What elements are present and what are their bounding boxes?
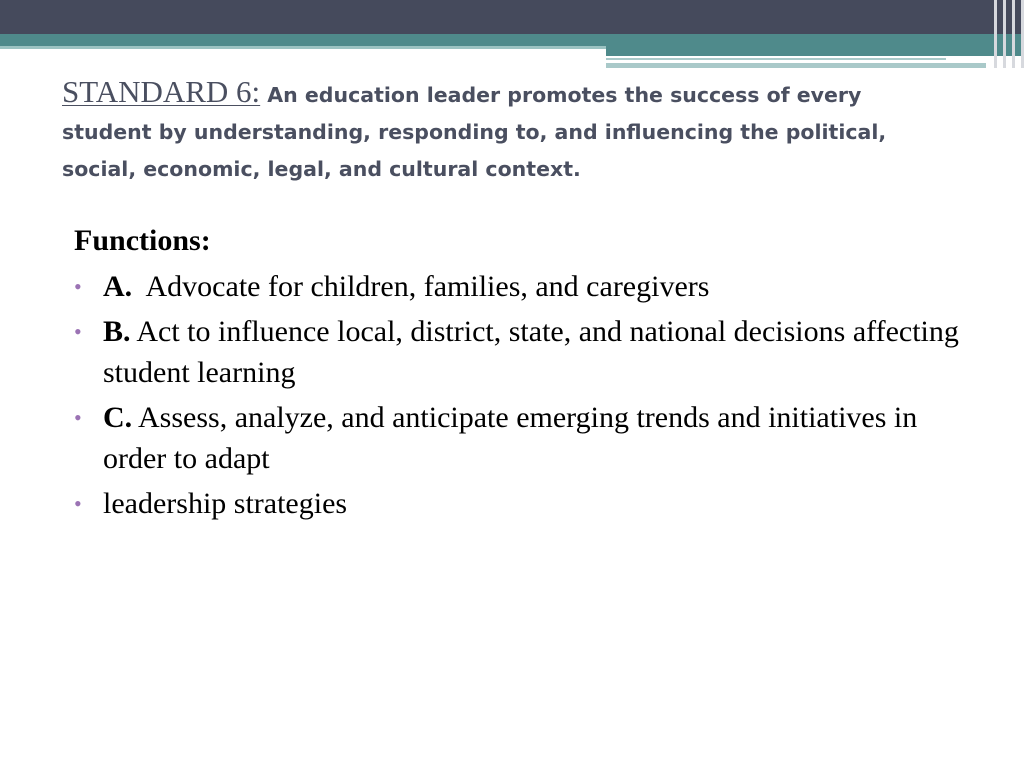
header-band-right-block	[606, 46, 1024, 56]
list-item	[74, 483, 974, 524]
item-text: leadership strategies	[103, 487, 348, 520]
item-text: Advocate for children, families, and caregivers	[132, 270, 710, 303]
functions-heading: Functions:	[74, 224, 211, 257]
bullet-icon: •	[74, 319, 82, 344]
item-text: Act to influence local, district, state, and national decisions affecting student learning	[103, 315, 959, 389]
stripe	[994, 0, 997, 68]
header-band-light	[0, 46, 606, 49]
list-item	[74, 311, 974, 393]
list-item	[74, 397, 974, 479]
header-accent-line	[606, 58, 946, 60]
stripe	[1003, 0, 1006, 68]
list-item	[74, 266, 974, 307]
header-stripes	[994, 0, 1024, 68]
item-letter: A.	[103, 270, 133, 303]
bullet-icon: •	[74, 405, 82, 430]
header-band-teal	[0, 34, 1024, 46]
stripe	[1012, 0, 1015, 68]
slide-body	[74, 222, 974, 528]
header-accent-line	[606, 63, 986, 68]
item-text: Assess, analyze, and anticipate emerging trends and initiatives in order to adapt	[103, 401, 918, 475]
item-letter: B.	[103, 315, 131, 348]
bullet-icon: •	[74, 274, 82, 299]
item-letter: C.	[103, 401, 133, 434]
standard-description: An education leader promotes the success of every student by understanding, responding to, and influencing the political, social, economic, legal, and cultural context.	[62, 83, 887, 181]
header-band-dark	[0, 0, 1024, 34]
bullet-icon: •	[74, 491, 82, 516]
standard-label: STANDARD 6:	[62, 74, 261, 109]
functions-list	[74, 266, 974, 524]
slide-title	[62, 74, 942, 189]
